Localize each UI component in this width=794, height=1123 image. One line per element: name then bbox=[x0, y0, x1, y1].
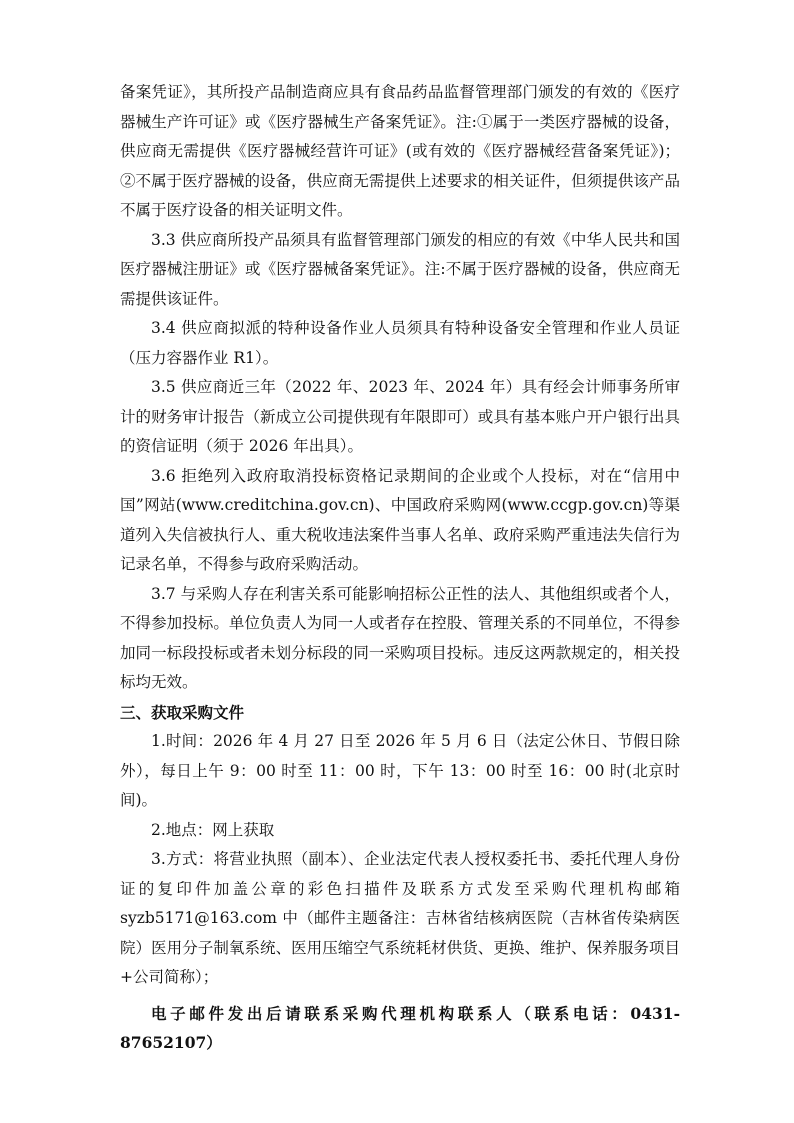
paragraph-3-5: 3.5 供应商近三年（2022 年、2023 年、2024 年）具有经会计师事务所审计的财务审计报告（新成立公司提供现有年限即可）或具有基本账户开户银行出具的资信证明（须于 2026 年出具）。 bbox=[120, 378, 680, 455]
paragraph-place: 2.地点：网上获取 bbox=[151, 820, 275, 839]
section-heading-obtain-documents: 三、获取采购文件 bbox=[120, 702, 245, 722]
document-body bbox=[120, 78, 680, 1058]
paragraph-time: 1.时间：2026 年 4 月 27 日至 2026 年 5 月 6 日（法定公休日、节假日除外），每日上午 9：00 时至 11：00 时，下午 13：00 时至 16：00 时(北京时间)。 bbox=[120, 732, 680, 809]
paragraph-3-6: 3.6 拒绝列入政府取消投标资格记录期间的企业或个人投标，对在“信用中国”网站(www.creditchina.gov.cn)、中国政府采购网(www.ccgp.gov.cn)等渠道列入失信被执行人、重大税收违法案件当事人名单、政府采购严重违法失信行为记录名单，不得参与政府采购活动。 bbox=[120, 466, 680, 573]
paragraph-3-3: 3.3 供应商所投产品须具有监督管理部门颁发的相应的有效《中华人民共和国医疗器械注册证》或《医疗器械备案凭证》。注:不属于医疗器械的设备，供应商无需提供该证件。 bbox=[120, 230, 680, 308]
paragraph-method: 3.方式：将营业执照（副本）、企业法定代表人授权委托书、委托代理人身份证的复印件加盖公章的彩色扫描件及联系方式发至采购代理机构邮箱 syzb5171@163.com 中（邮件主题备注：吉林省结核病医院（吉林省传染病医院）医用分子制氧系统、医用压缩空气系统耗材供货、更换、维护、保养服务项目+公司简称）； bbox=[120, 850, 680, 986]
paragraph-3-4: 3.4 供应商拟派的特种设备作业人员须具有特种设备安全管理和作业人员证（压力容器作业 R1）。 bbox=[120, 319, 680, 367]
paragraph-certificate-continuation: 备案凭证》，其所投产品制造商应具有食品药品监督管理部门颁发的有效的《医疗器械生产许可证》或《医疗器械生产备案凭证》。注:①属于一类医疗器械的设备，供应商无需提供《医疗器械经营许可证》(或有效的《医疗器械经营备案凭证》)；②不属于医疗器械的设备，供应商无需提供上述要求的相关证件，但须提供该产品不属于医疗设备的相关证明文件。 bbox=[120, 83, 680, 219]
paragraph-3-7: 3.7 与采购人存在利害关系可能影响招标公正性的法人、其他组织或者个人，不得参加投标。单位负责人为同一人或者存在控股、管理关系的不同单位，不得参加同一标段投标或者未划分标段的同一采购项目投标。违反这两款规定的，相关投标均无效。 bbox=[120, 584, 680, 691]
contact-notice: 电子邮件发出后请联系采购代理机构联系人（联系电话：0431-87652107） bbox=[120, 1003, 680, 1052]
